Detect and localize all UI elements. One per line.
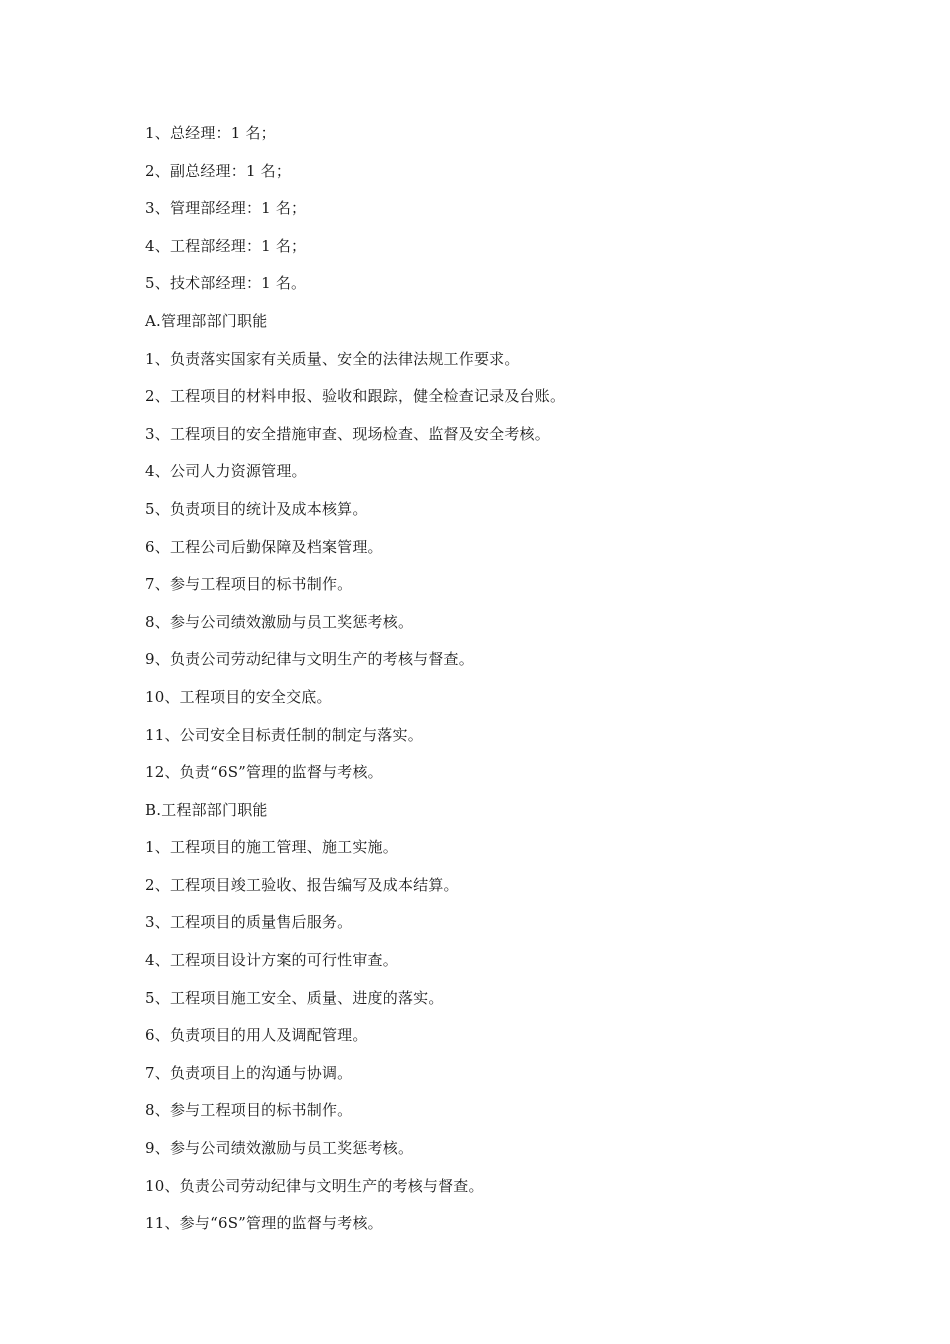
section-b-heading: B.工程部部门职能 [145,800,268,819]
staffing-item: 1、总经理：1 名； [145,124,276,142]
section-a-item: 1、负责落实国家有关质量、安全的法律法规工作要求。 [145,349,520,368]
section-a-item: 3、工程项目的安全措施审查、现场检查、监督及安全考核。 [145,424,550,443]
section-a-item: 8、参与公司绩效激励与员工奖惩考核。 [145,612,414,631]
section-b-item: 8、参与工程项目的标书制作。 [145,1101,353,1120]
section-b-item: 5、工程项目施工安全、质量、进度的落实。 [145,988,444,1007]
staffing-list [145,118,905,306]
section-a-item: 2、工程项目的材料申报、验收和跟踪，健全检查记录及台账。 [145,387,566,406]
staffing-item: 2、副总经理：1 名； [145,161,292,180]
section-a-heading: A.管理部部门职能 [145,311,268,330]
section-b-item: 11、参与“6S”管理的监督与考核。 [145,1214,383,1233]
section-a-item: 6、工程公司后勤保障及档案管理。 [145,537,383,556]
section-a-item: 11、公司安全目标责任制的制定与落实。 [145,725,423,744]
staffing-item: 4、工程部经理：1 名； [145,236,307,255]
section-b-item: 10、负责公司劳动纪律与文明生产的考核与督查。 [145,1176,484,1195]
document-body [145,118,905,1246]
section-a-item: 4、公司人力资源管理。 [145,462,307,481]
section-b-item: 2、工程项目竣工验收、报告编写及成本结算。 [145,875,459,894]
section-a [145,306,905,795]
staffing-item: 5、技术部经理：1 名。 [145,274,307,293]
staffing-item: 3、管理部经理：1 名； [145,199,307,218]
section-a-item: 7、参与工程项目的标书制作。 [145,575,353,594]
section-b-item: 1、工程项目的施工管理、施工实施。 [145,838,398,857]
section-a-item: 9、负责公司劳动纪律与文明生产的考核与督查。 [145,650,474,669]
section-b-item: 7、负责项目上的沟通与协调。 [145,1063,353,1082]
section-b-item: 9、参与公司绩效激励与员工奖惩考核。 [145,1139,414,1158]
section-a-item: 12、负责“6S”管理的监督与考核。 [145,763,383,782]
section-b [145,795,905,1246]
section-b-item: 3、工程项目的质量售后服务。 [145,913,353,932]
section-a-item: 5、负责项目的统计及成本核算。 [145,499,368,518]
section-b-item: 4、工程项目设计方案的可行性审查。 [145,951,398,970]
section-a-item: 10、工程项目的安全交底。 [145,687,332,706]
section-b-item: 6、负责项目的用人及调配管理。 [145,1026,368,1045]
